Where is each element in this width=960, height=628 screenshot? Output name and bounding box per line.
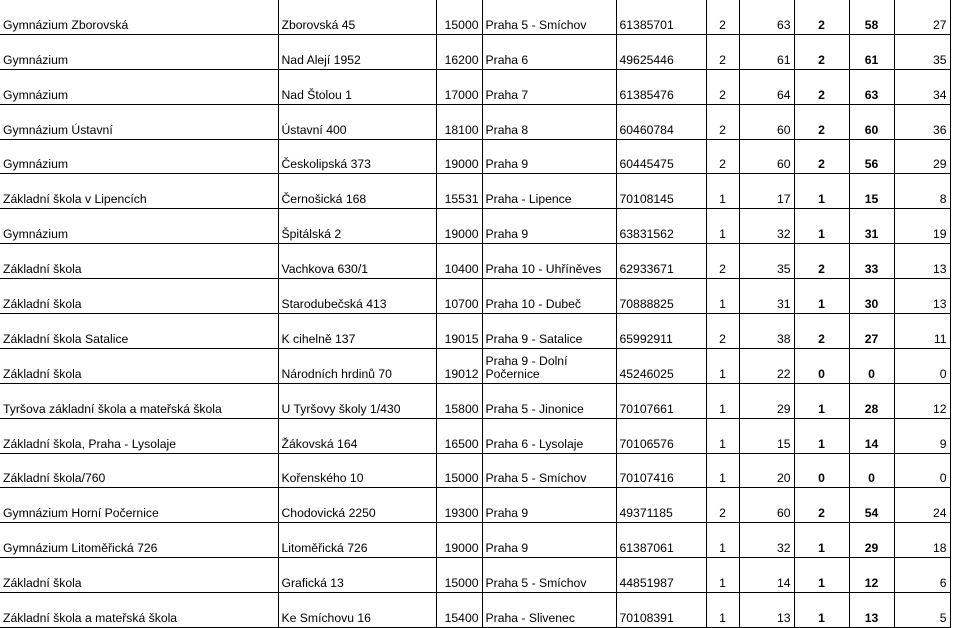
cell-value-b[interactable]: 15 bbox=[739, 418, 794, 453]
cell-id-number[interactable]: 63831562 bbox=[616, 209, 706, 244]
cell-district[interactable]: Praha 9 bbox=[482, 488, 616, 523]
cell-school-name[interactable]: Gymnázium Zborovská bbox=[0, 0, 278, 34]
cell-value-b[interactable]: 29 bbox=[739, 383, 794, 418]
cell-value-e[interactable]: 29 bbox=[894, 139, 950, 174]
cell-school-name[interactable]: Gymnázium Litoměřická 726 bbox=[0, 523, 278, 558]
cell-value-d[interactable]: 12 bbox=[849, 558, 894, 593]
cell-id-number[interactable]: 70108391 bbox=[616, 593, 706, 628]
cell-street[interactable]: U Tyršovy školy 1/430 bbox=[278, 383, 436, 418]
cell-district[interactable]: Praha 9 bbox=[482, 523, 616, 558]
table-row bbox=[0, 244, 950, 279]
cell-value-a[interactable]: 2 bbox=[706, 104, 739, 139]
cell-street[interactable]: Žákovská 164 bbox=[278, 418, 436, 453]
cell-value-c[interactable]: 1 bbox=[794, 383, 849, 418]
cell-id-number[interactable]: 70107416 bbox=[616, 453, 706, 488]
cell-value-a[interactable]: 2 bbox=[706, 488, 739, 523]
cell-value-e[interactable]: 24 bbox=[894, 488, 950, 523]
cell-value-b[interactable]: 31 bbox=[739, 279, 794, 314]
cell-value-c[interactable]: 2 bbox=[794, 488, 849, 523]
cell-value-c[interactable]: 2 bbox=[794, 34, 849, 69]
cell-value-c[interactable]: 0 bbox=[794, 348, 849, 383]
cell-postal-code[interactable]: 19000 bbox=[436, 139, 482, 174]
cell-value-a[interactable]: 2 bbox=[706, 0, 739, 34]
cell-postal-code[interactable]: 15000 bbox=[436, 558, 482, 593]
cell-street[interactable]: Kořenského 10 bbox=[278, 453, 436, 488]
cell-street[interactable]: Grafická 13 bbox=[278, 558, 436, 593]
cell-value-e[interactable]: 13 bbox=[894, 244, 950, 279]
cell-value-a[interactable]: 1 bbox=[706, 383, 739, 418]
cell-district[interactable]: Praha 8 bbox=[482, 104, 616, 139]
cell-postal-code[interactable]: 19012 bbox=[436, 348, 482, 383]
cell-district[interactable]: Praha 5 - Smíchov bbox=[482, 558, 616, 593]
cell-value-d[interactable]: 29 bbox=[849, 523, 894, 558]
cell-postal-code[interactable]: 10700 bbox=[436, 279, 482, 314]
cell-value-c[interactable]: 1 bbox=[794, 558, 849, 593]
cell-value-a[interactable]: 2 bbox=[706, 34, 739, 69]
cell-value-c[interactable]: 2 bbox=[794, 104, 849, 139]
cell-school-name[interactable]: Základní škola/760 bbox=[0, 453, 278, 488]
cell-district[interactable]: Praha 9 bbox=[482, 139, 616, 174]
cell-value-a[interactable]: 1 bbox=[706, 523, 739, 558]
cell-value-c[interactable]: 0 bbox=[794, 453, 849, 488]
cell-street[interactable]: Litoměřická 726 bbox=[278, 523, 436, 558]
table-row bbox=[0, 418, 950, 453]
table-row bbox=[0, 593, 950, 628]
cell-district[interactable]: Praha 5 - Jinonice bbox=[482, 383, 616, 418]
cell-street[interactable]: Špitálská 2 bbox=[278, 209, 436, 244]
cell-id-number[interactable]: 60445475 bbox=[616, 139, 706, 174]
cell-value-e[interactable]: 35 bbox=[894, 34, 950, 69]
cell-value-d[interactable]: 63 bbox=[849, 69, 894, 104]
cell-value-d[interactable]: 31 bbox=[849, 209, 894, 244]
table-row bbox=[0, 34, 950, 69]
cell-district[interactable]: Praha 6 bbox=[482, 34, 616, 69]
cell-value-b[interactable]: 38 bbox=[739, 314, 794, 349]
cell-district[interactable]: Praha 9 - Dolní Počernice bbox=[482, 348, 616, 383]
table-row bbox=[0, 453, 950, 488]
cell-school-name[interactable]: Základní škola bbox=[0, 279, 278, 314]
cell-value-b[interactable]: 32 bbox=[739, 209, 794, 244]
cell-value-b[interactable]: 63 bbox=[739, 0, 794, 34]
cell-value-b[interactable]: 20 bbox=[739, 453, 794, 488]
cell-district[interactable]: Praha 5 - Smíchov bbox=[482, 0, 616, 34]
cell-school-name[interactable]: Gymnázium bbox=[0, 209, 278, 244]
table-row bbox=[0, 523, 950, 558]
cell-school-name[interactable]: Základní škola bbox=[0, 348, 278, 383]
cell-value-d[interactable]: 0 bbox=[849, 453, 894, 488]
cell-value-c[interactable]: 2 bbox=[794, 244, 849, 279]
cell-value-d[interactable]: 0 bbox=[849, 348, 894, 383]
cell-street[interactable]: Ke Smíchovu 16 bbox=[278, 593, 436, 628]
cell-street[interactable]: Ústavní 400 bbox=[278, 104, 436, 139]
cell-value-c[interactable]: 2 bbox=[794, 0, 849, 34]
cell-district[interactable]: Praha 10 - Dubeč bbox=[482, 279, 616, 314]
cell-district[interactable]: Praha - Slivenec bbox=[482, 593, 616, 628]
cell-value-a[interactable]: 1 bbox=[706, 558, 739, 593]
cell-value-d[interactable]: 28 bbox=[849, 383, 894, 418]
cell-value-b[interactable]: 17 bbox=[739, 174, 794, 209]
cell-postal-code[interactable]: 16500 bbox=[436, 418, 482, 453]
cell-value-e[interactable]: 11 bbox=[894, 314, 950, 349]
cell-value-d[interactable]: 54 bbox=[849, 488, 894, 523]
cell-value-a[interactable]: 1 bbox=[706, 174, 739, 209]
cell-street[interactable]: Národních hrdinů 70 bbox=[278, 348, 436, 383]
cell-school-name[interactable]: Gymnázium bbox=[0, 69, 278, 104]
cell-postal-code[interactable]: 15400 bbox=[436, 593, 482, 628]
cell-postal-code[interactable]: 15000 bbox=[436, 453, 482, 488]
cell-value-c[interactable]: 1 bbox=[794, 174, 849, 209]
cell-value-a[interactable]: 2 bbox=[706, 244, 739, 279]
cell-street[interactable]: Českolipská 373 bbox=[278, 139, 436, 174]
cell-postal-code[interactable]: 15000 bbox=[436, 0, 482, 34]
cell-district[interactable]: Praha 9 - Satalice bbox=[482, 314, 616, 349]
cell-postal-code[interactable]: 19015 bbox=[436, 314, 482, 349]
cell-street[interactable]: Chodovická 2250 bbox=[278, 488, 436, 523]
cell-value-a[interactable]: 1 bbox=[706, 209, 739, 244]
cell-postal-code[interactable]: 15531 bbox=[436, 174, 482, 209]
cell-district[interactable]: Praha 9 bbox=[482, 209, 616, 244]
cell-value-d[interactable]: 61 bbox=[849, 34, 894, 69]
cell-id-number[interactable]: 61387061 bbox=[616, 523, 706, 558]
cell-postal-code[interactable]: 16200 bbox=[436, 34, 482, 69]
cell-id-number[interactable]: 49371185 bbox=[616, 488, 706, 523]
cell-value-a[interactable]: 1 bbox=[706, 348, 739, 383]
cell-street[interactable]: Černošická 168 bbox=[278, 174, 436, 209]
cell-value-a[interactable]: 1 bbox=[706, 418, 739, 453]
cell-value-b[interactable]: 35 bbox=[739, 244, 794, 279]
cell-value-c[interactable]: 2 bbox=[794, 69, 849, 104]
cell-street[interactable]: Vachkova 630/1 bbox=[278, 244, 436, 279]
cell-street[interactable]: K cihelně 137 bbox=[278, 314, 436, 349]
table-row bbox=[0, 558, 950, 593]
cell-value-d[interactable]: 58 bbox=[849, 0, 894, 34]
cell-value-b[interactable]: 14 bbox=[739, 558, 794, 593]
cell-school-name[interactable]: Základní škola, Praha - Lysolaje bbox=[0, 418, 278, 453]
cell-school-name[interactable]: Gymnázium bbox=[0, 139, 278, 174]
cell-id-number[interactable]: 65992911 bbox=[616, 314, 706, 349]
cell-id-number[interactable]: 62933671 bbox=[616, 244, 706, 279]
cell-id-number[interactable]: 70108145 bbox=[616, 174, 706, 209]
cell-value-d[interactable]: 33 bbox=[849, 244, 894, 279]
cell-id-number[interactable]: 60460784 bbox=[616, 104, 706, 139]
cell-value-c[interactable]: 2 bbox=[794, 314, 849, 349]
cell-value-a[interactable]: 2 bbox=[706, 139, 739, 174]
table-row bbox=[0, 279, 950, 314]
table-row bbox=[0, 383, 950, 418]
table-row bbox=[0, 69, 950, 104]
cell-id-number[interactable]: 61385476 bbox=[616, 69, 706, 104]
cell-street[interactable]: Zborovská 45 bbox=[278, 0, 436, 34]
cell-value-b[interactable]: 22 bbox=[739, 348, 794, 383]
cell-value-c[interactable]: 1 bbox=[794, 279, 849, 314]
cell-value-d[interactable]: 15 bbox=[849, 174, 894, 209]
cell-value-a[interactable]: 2 bbox=[706, 314, 739, 349]
cell-value-c[interactable]: 1 bbox=[794, 209, 849, 244]
cell-value-b[interactable]: 60 bbox=[739, 104, 794, 139]
cell-school-name[interactable]: Základní škola bbox=[0, 244, 278, 279]
cell-postal-code[interactable]: 10400 bbox=[436, 244, 482, 279]
cell-school-name[interactable]: Gymnázium Ústavní bbox=[0, 104, 278, 139]
cell-school-name[interactable]: Základní škola v Lipencích bbox=[0, 174, 278, 209]
cell-value-c[interactable]: 1 bbox=[794, 418, 849, 453]
cell-value-c[interactable]: 1 bbox=[794, 593, 849, 628]
cell-value-d[interactable]: 60 bbox=[849, 104, 894, 139]
cell-value-c[interactable]: 1 bbox=[794, 523, 849, 558]
cell-value-e[interactable]: 34 bbox=[894, 69, 950, 104]
cell-value-b[interactable]: 60 bbox=[739, 488, 794, 523]
cell-value-d[interactable]: 13 bbox=[849, 593, 894, 628]
cell-value-d[interactable]: 27 bbox=[849, 314, 894, 349]
cell-value-e[interactable]: 0 bbox=[894, 453, 950, 488]
cell-postal-code[interactable]: 18100 bbox=[436, 104, 482, 139]
cell-district[interactable]: Praha 10 - Uhříněves bbox=[482, 244, 616, 279]
cell-value-a[interactable]: 1 bbox=[706, 593, 739, 628]
cell-school-name[interactable]: Základní škola Satalice bbox=[0, 314, 278, 349]
table-row bbox=[0, 0, 950, 34]
cell-id-number[interactable]: 70107661 bbox=[616, 383, 706, 418]
cell-postal-code[interactable]: 19000 bbox=[436, 209, 482, 244]
cell-school-name[interactable]: Tyršova základní škola a mateřská škola bbox=[0, 383, 278, 418]
cell-school-name[interactable]: Gymnázium Horní Počernice bbox=[0, 488, 278, 523]
cell-value-e[interactable]: 27 bbox=[894, 0, 950, 34]
cell-value-e[interactable]: 12 bbox=[894, 383, 950, 418]
cell-value-e[interactable]: 36 bbox=[894, 104, 950, 139]
table-row bbox=[0, 174, 950, 209]
cell-street[interactable]: Starodubečská 413 bbox=[278, 279, 436, 314]
cell-district[interactable]: Praha 7 bbox=[482, 69, 616, 104]
cell-value-b[interactable]: 13 bbox=[739, 593, 794, 628]
cell-district[interactable]: Praha 5 - Smíchov bbox=[482, 453, 616, 488]
cell-value-a[interactable]: 1 bbox=[706, 453, 739, 488]
cell-id-number[interactable]: 45246025 bbox=[616, 348, 706, 383]
table-row bbox=[0, 209, 950, 244]
cell-postal-code[interactable]: 19300 bbox=[436, 488, 482, 523]
cell-value-b[interactable]: 32 bbox=[739, 523, 794, 558]
cell-id-number[interactable]: 61385701 bbox=[616, 0, 706, 34]
cell-value-e[interactable]: 13 bbox=[894, 279, 950, 314]
cell-value-d[interactable]: 56 bbox=[849, 139, 894, 174]
cell-value-a[interactable]: 1 bbox=[706, 279, 739, 314]
cell-value-e[interactable]: 6 bbox=[894, 558, 950, 593]
cell-district[interactable]: Praha 6 - Lysolaje bbox=[482, 418, 616, 453]
table-row bbox=[0, 314, 950, 349]
cell-value-e[interactable]: 8 bbox=[894, 174, 950, 209]
cell-value-e[interactable]: 9 bbox=[894, 418, 950, 453]
table-row bbox=[0, 104, 950, 139]
cell-school-name[interactable]: Základní škola bbox=[0, 558, 278, 593]
cell-postal-code[interactable]: 17000 bbox=[436, 69, 482, 104]
table-row bbox=[0, 488, 950, 523]
cell-district[interactable]: Praha - Lipence bbox=[482, 174, 616, 209]
table-row bbox=[0, 139, 950, 174]
cell-street[interactable]: Nad Štolou 1 bbox=[278, 69, 436, 104]
cell-value-e[interactable]: 0 bbox=[894, 348, 950, 383]
cell-value-e[interactable]: 5 bbox=[894, 593, 950, 628]
cell-value-d[interactable]: 30 bbox=[849, 279, 894, 314]
cell-value-e[interactable]: 18 bbox=[894, 523, 950, 558]
table-row bbox=[0, 348, 950, 383]
cell-value-a[interactable]: 2 bbox=[706, 69, 739, 104]
cell-value-d[interactable]: 14 bbox=[849, 418, 894, 453]
cell-value-b[interactable]: 60 bbox=[739, 139, 794, 174]
cell-id-number[interactable]: 70888825 bbox=[616, 279, 706, 314]
cell-value-c[interactable]: 2 bbox=[794, 139, 849, 174]
cell-postal-code[interactable]: 15800 bbox=[436, 383, 482, 418]
cell-value-b[interactable]: 64 bbox=[739, 69, 794, 104]
cell-id-number[interactable]: 70106576 bbox=[616, 418, 706, 453]
cell-id-number[interactable]: 44851987 bbox=[616, 558, 706, 593]
cell-id-number[interactable]: 49625446 bbox=[616, 34, 706, 69]
cell-value-b[interactable]: 61 bbox=[739, 34, 794, 69]
cell-school-name[interactable]: Gymnázium bbox=[0, 34, 278, 69]
cell-street[interactable]: Nad Alejí 1952 bbox=[278, 34, 436, 69]
cell-postal-code[interactable]: 19000 bbox=[436, 523, 482, 558]
cell-value-e[interactable]: 19 bbox=[894, 209, 950, 244]
cell-school-name[interactable]: Základní škola a mateřská škola bbox=[0, 593, 278, 628]
